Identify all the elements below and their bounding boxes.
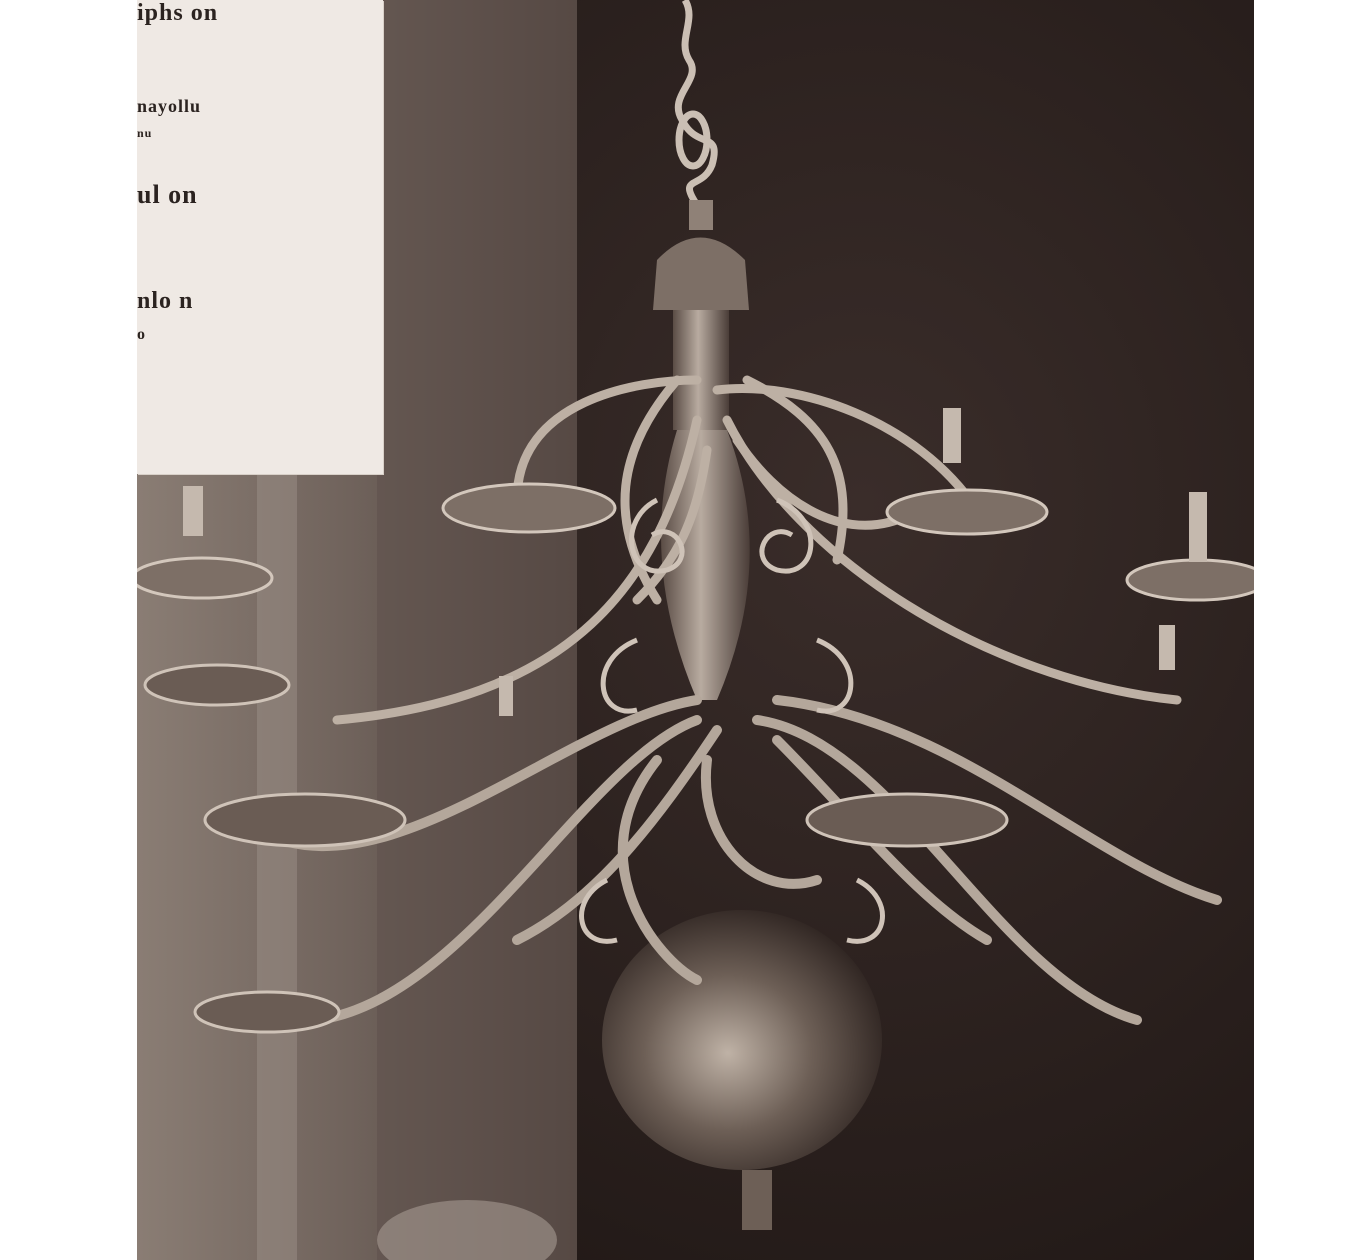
notice-line-3: nu [137,126,153,140]
notice-line-2: nayollu [137,96,202,116]
chandelier-upper-stem [673,310,729,430]
notice-line-4: ul on [137,180,198,209]
notice-line-1: iphs on [137,0,219,26]
bottom-finial [742,1170,772,1230]
chandelier-finial [689,200,713,230]
notice-line-6: o [137,326,146,343]
chandelier-ball [602,910,882,1170]
notice-line-5: nlo n [137,288,194,314]
paper-notice [137,0,383,474]
stone-column [377,0,577,1260]
